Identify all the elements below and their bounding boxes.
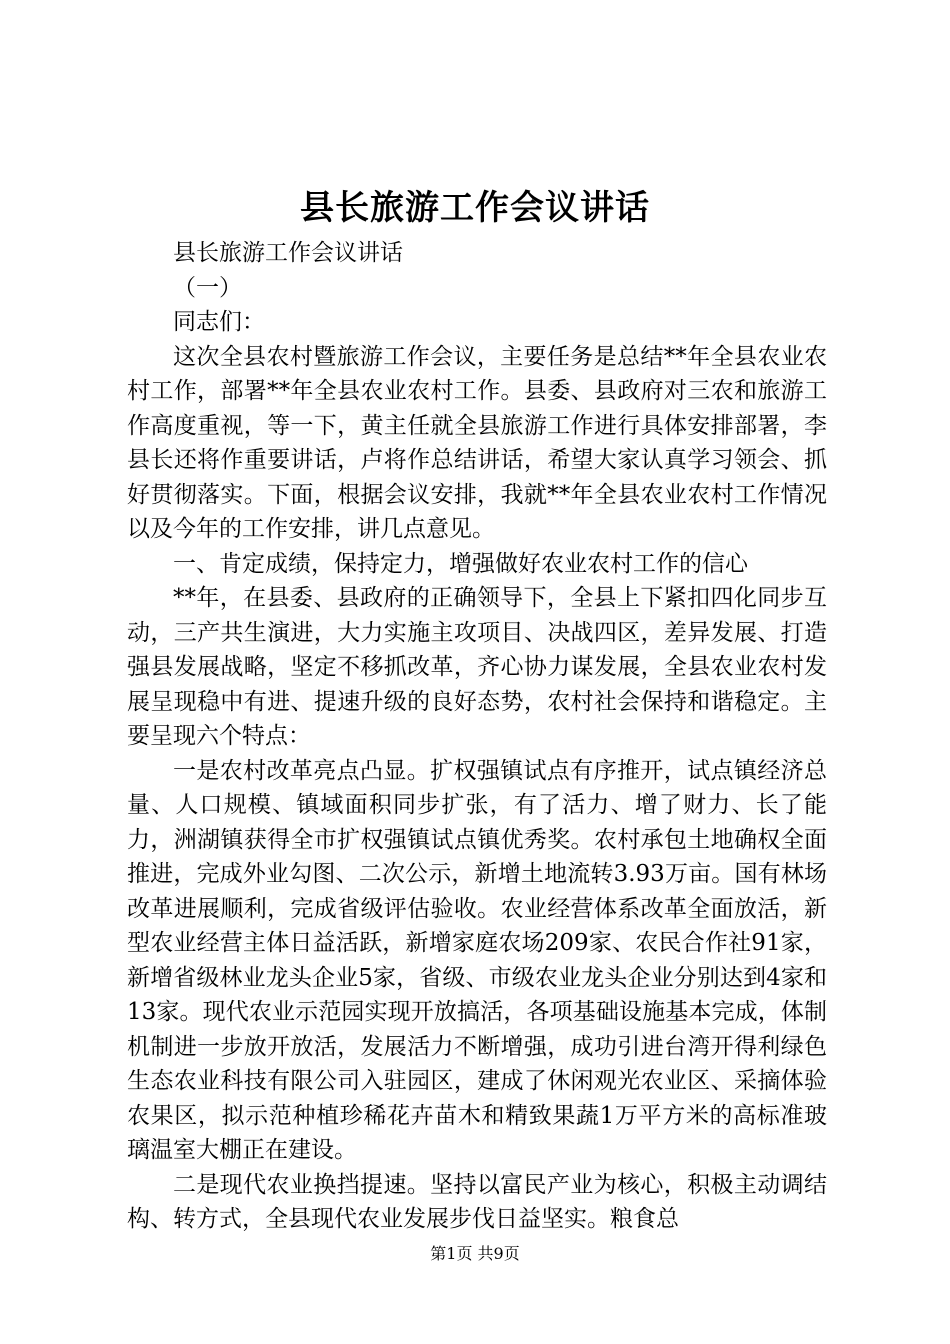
paragraph-salutation: 同志们： [173, 309, 265, 335]
paragraph-overview: **年，在县委、县政府的正确领导下，全县上下紧扣四化同步互动，三产共生演进，大力实施主攻项目、决战四区，差异发展、打造强县发展战略，坚定不移抓改革，齐心协力谋发展，全县农业农村发展呈现稳中有进、提速升级的良好态势，农村社会保持和谐稳定。主要呈现六个特点： [127, 585, 827, 749]
document-title: 县长旅游工作会议讲话 [300, 188, 650, 228]
page-footer: 第1页 共9页 [430, 1244, 520, 1263]
paragraph-intro: 这次全县农村暨旅游工作会议，主要任务是总结**年全县农业农村工作，部署**年全县农业农村工作。县委、县政府对三农和旅游工作高度重视，等一下，黄主任就全县旅游工作进行具体安排部署，李县长还将作重要讲话，卢将作总结讲话，希望大家认真学习领会、抓好贯彻落实。下面，根据会议安排，我就**年全县农业农村工作情况以及今年的工作安排，讲几点意见。 [127, 343, 827, 542]
paragraph-section-number: （一） [173, 274, 242, 301]
paragraph-point-two: 二是现代农业换挡提速。坚持以富民产业为核心，积极主动调结构、转方式，全县现代农业发展步伐日益坚实。粮食总 [127, 1171, 827, 1232]
paragraph-subtitle: 县长旅游工作会议讲话 [173, 240, 403, 266]
paragraph-point-one: 一是农村改革亮点凸显。扩权强镇试点有序推开，试点镇经济总量、人口规模、镇域面积同步扩张，有了活力、增了财力、长了能力，洲湖镇获得全市扩权强镇试点镇优秀奖。农村承包土地确权全面推进，完成外业勾图、二次公示，新增土地流转3.93万亩。国有林场改革进展顺利，完成省级评估验收。农业经营体系改革全面放活，新型农业经营主体日益活跃，新增家庭农场209家、农民合作社91家，新增省级林业龙头企业5家，省级、市级农业龙头企业分别达到4家和13家。现代农业示范园实现开放搞活，各项基础设施基本完成，体制机制进一步放开放活，发展活力不断增强，成功引进台湾开得利绿色生态农业科技有限公司入驻园区，建成了休闲观光农业区、采摘体验农果区，拟示范种植珍稀花卉苗木和精致果蔬1万平方米的高标准玻璃温室大棚正在建设。 [127, 757, 827, 1163]
paragraph-heading-one: 一、肯定成绩，保持定力，增强做好农业农村工作的信心 [173, 550, 748, 577]
document-body [127, 236, 827, 1237]
